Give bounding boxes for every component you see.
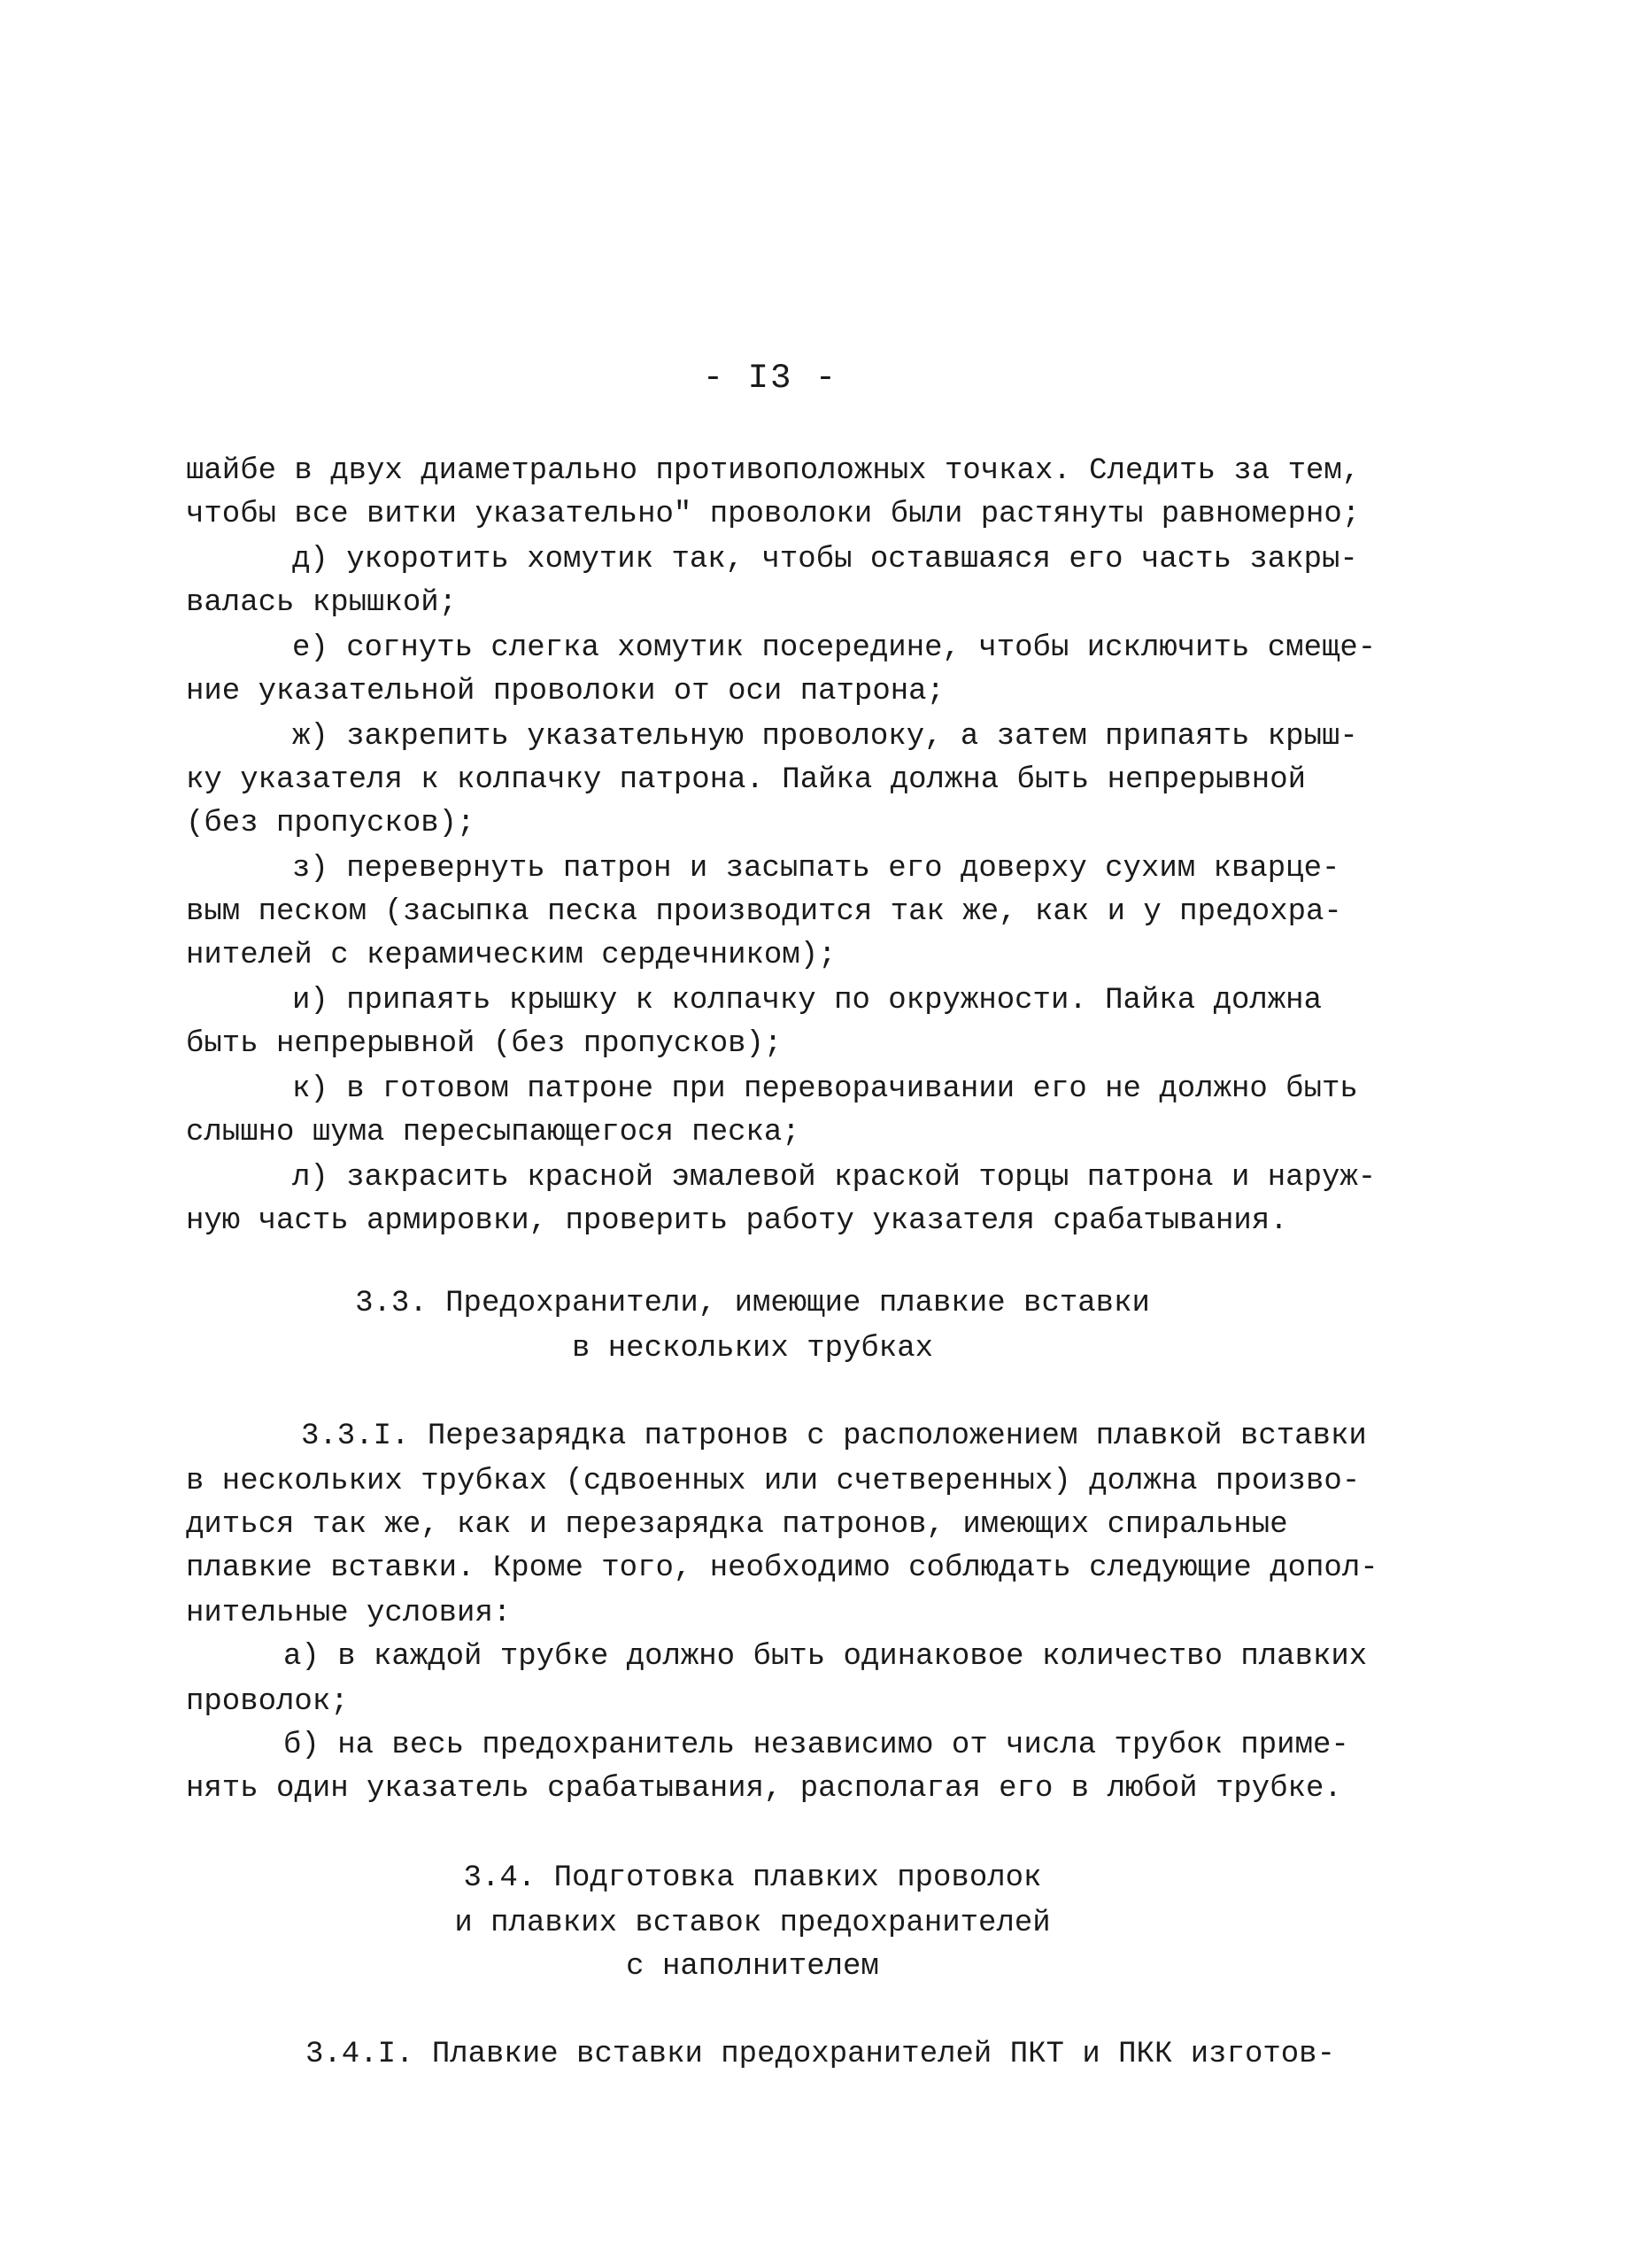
text-line: нителей с керамическим сердечником); [186, 939, 837, 972]
text-line: 3.4.I. Плавкие вставки предохранителей ПКТ и ПКК изготов- [305, 2038, 1335, 2071]
section-heading: 3.3. Предохранители, имеющие плавкие вставки [355, 1287, 1150, 1320]
text-line: нять один указатель срабатывания, располагая его в любой трубке. [186, 1772, 1342, 1806]
section-heading: и плавких вставок предохранителей [454, 1907, 1051, 1940]
text-line: нительные условия: [186, 1597, 512, 1630]
text-line: д) укоротить хомутик так, чтобы оставшаяся его часть закры- [292, 543, 1358, 576]
text-line: а) в каждой трубке должно быть одинаковое количество плавких [283, 1640, 1368, 1674]
page-number: - I3 - [702, 359, 838, 398]
text-line: плавкие вставки. Кроме того, необходимо соблюдать следующие допол- [186, 1551, 1378, 1585]
text-line: диться так же, как и перезарядка патронов, имеющих спиральные [186, 1508, 1288, 1542]
text-line: в нескольких трубках (сдвоенных или счетверенных) должна произво- [186, 1465, 1361, 1498]
text-line: ку указателя к колпачку патрона. Пайка должна быть непрерывной [186, 763, 1307, 797]
text-line: вым песком (засыпка песка производится так же, как и у предохра- [186, 895, 1342, 929]
text-line: чтобы все витки указательноʺ проволоки были растянуты равномерно; [186, 498, 1361, 531]
text-line: е) согнуть слегка хомутик посередине, чтобы исключить смеще- [292, 631, 1377, 665]
text-line: ную часть армировки, проверить работу указателя срабатывания. [186, 1204, 1288, 1238]
text-line: з) перевернуть патрон и засыпать его доверху сухим кварце- [292, 852, 1340, 886]
text-line: л) закрасить красной эмалевой краской торцы патрона и наруж- [292, 1161, 1377, 1195]
text-line: слышно шума пересыпающегося песка; [186, 1116, 800, 1149]
section-heading: в нескольких трубках [571, 1332, 934, 1366]
text-line: и) припаять крышку к колпачку по окружности. Пайка должна [292, 984, 1322, 1018]
text-line: валась крышкой; [186, 586, 458, 620]
text-line: (без пропусков); [186, 807, 475, 840]
text-line: 3.3.I. Перезарядка патронов с расположением плавкой вставки [301, 1420, 1367, 1453]
text-line: ние указательной проволоки от оси патрона; [186, 675, 945, 708]
text-line: ж) закрепить указательную проволоку, а затем припаять крыш- [292, 720, 1358, 754]
text-line: б) на весь предохранитель независимо от числа трубок приме- [283, 1729, 1349, 1762]
text-line: к) в готовом патроне при переворачивании его не должно быть [292, 1072, 1358, 1106]
section-heading: 3.4. Подготовка плавких проволок [463, 1861, 1042, 1895]
text-line: шайбе в двух диаметрально противоположных точках. Следить за тем, [186, 454, 1361, 488]
section-heading: с наполнителем [626, 1950, 879, 1984]
text-line: проволок; [186, 1685, 349, 1719]
text-line: быть непрерывной (без пропусков); [186, 1027, 783, 1061]
